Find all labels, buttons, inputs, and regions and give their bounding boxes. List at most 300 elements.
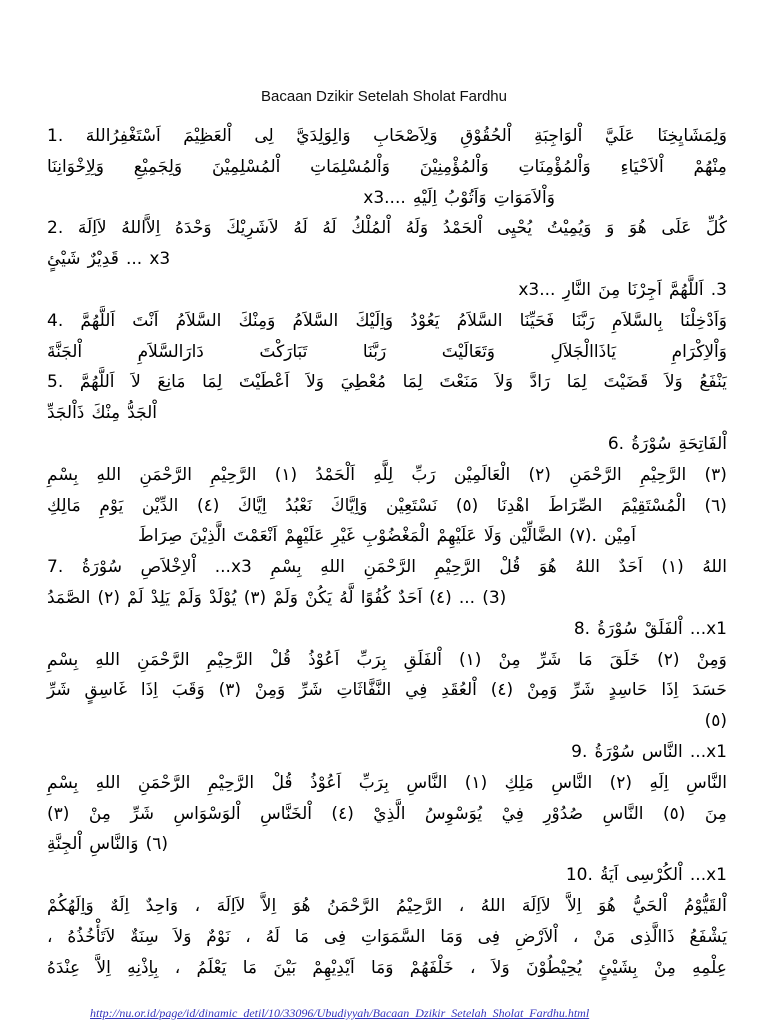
word-token: 7. [47, 557, 64, 578]
word-token: الَّذِيْ [373, 803, 406, 824]
word-token: يُحْيِى [497, 218, 533, 239]
word-token: .3 [710, 279, 727, 300]
word-token: (٢) [528, 464, 551, 485]
word-token: نَعْبُدُ [285, 495, 313, 516]
word-token: سُوْرَةُ [631, 433, 672, 454]
dhikr-line [47, 799, 727, 830]
word-token: اِلاَّ [261, 895, 277, 916]
word-token: x3 [149, 249, 171, 270]
word-token: اْلحُقُوْقِ [460, 126, 512, 146]
dhikr-line [47, 614, 727, 645]
word-token: غَيْرِ [331, 526, 355, 547]
word-token: 1. [47, 126, 64, 146]
word-token: اْلحَمْدُ [442, 218, 483, 239]
word-token: وَلِجَمِيْعِ [133, 156, 183, 177]
word-token: فَحَيِّنَا [519, 310, 555, 331]
word-token: اْلحَيُّ [632, 895, 668, 916]
word-token: وَاْلاِكْرَامِ [671, 341, 727, 362]
word-token: الرَّحِيْمِ [210, 464, 257, 485]
word-token: لاَاِلَهَ [521, 895, 551, 916]
word-token: بِسْمِ [47, 464, 79, 485]
word-token: (١) [464, 772, 488, 793]
dhikr-line [47, 706, 727, 737]
word-token: هُوَ [598, 895, 616, 916]
word-token: السَّلاَمُ [456, 310, 503, 331]
source-url-link[interactable]: http://nu.or.id/page/id/dinamic_detil/10/33096/Ubudiyyah/Bacaan_Dzikir_Setelah_Sholat_Fardhu.html [90, 1006, 590, 1020]
word-token: وَلاَ [495, 372, 514, 393]
dhikr-line [47, 953, 727, 984]
word-token: مُعْطِيَ [340, 372, 387, 393]
word-token: 4. [47, 310, 64, 331]
word-token: لاَشَرِيْكَ [226, 218, 279, 239]
word-token: وَلَمْ [273, 587, 298, 608]
word-token: مَنْ [593, 926, 616, 947]
word-token: وَلِمَشَايِخِنَا [657, 126, 727, 146]
dhikr-line [47, 275, 727, 306]
word-token: يَشْفَعُ [689, 926, 727, 947]
word-token: وَلاَ [664, 372, 683, 393]
word-token: عَلَيْهِمْ [284, 526, 325, 547]
word-token: اْلوَسْوَاسِ [173, 803, 241, 824]
word-token: خَلَقَ [609, 649, 641, 670]
word-token: وَاْلاَمَوَاتِ [493, 187, 555, 208]
word-token: اَيْدِيْهِمْ [312, 957, 355, 978]
word-token: الرَّحْمَنِ [137, 649, 190, 670]
word-token: قَضَيْتَ [603, 372, 649, 393]
word-token: وَمِنْكَ [238, 310, 276, 331]
word-token: اَجِرْنَا [627, 279, 662, 300]
word-token: ... [125, 249, 143, 270]
word-token: رَبَّنَا [362, 341, 387, 362]
word-token: اَنْتَ [132, 310, 159, 331]
dhikr-line [47, 121, 727, 152]
word-token: هُوَ [539, 557, 557, 578]
word-token: ذَاالَّذِى [630, 926, 675, 947]
word-token: (٢) [97, 587, 120, 608]
word-token: لَمْ [127, 587, 144, 608]
word-token: مِنَ [598, 279, 621, 300]
word-token: اَحَدٌ [618, 557, 643, 578]
word-token: اَيَةُ [599, 865, 619, 886]
word-token: اْلجَنَّةَ [47, 341, 83, 362]
dhikr-line [47, 737, 727, 768]
word-token: وَالِوَلِدَيَّ [296, 126, 351, 146]
word-token: وَلاَ [173, 926, 192, 947]
word-token: بَيْنَ [273, 957, 297, 978]
word-token: الرَّحِيْمِ [206, 649, 253, 670]
word-token: ، [245, 926, 251, 947]
word-token: خَلْفَهُمْ [409, 957, 454, 978]
dhikr-line [47, 829, 727, 860]
word-token: (٢) [609, 772, 633, 793]
word-token: اَعْطَيْتَ [238, 372, 290, 393]
word-token: الرَّحْمَنُ [326, 895, 380, 916]
word-token: عَلَى [661, 218, 692, 239]
word-token: صِرَاطَ [138, 526, 183, 547]
word-token: 8. [573, 618, 591, 639]
word-token: هُوَ [292, 895, 311, 916]
word-token: بِشَيْئٍ [598, 957, 638, 978]
dhikr-line [47, 891, 727, 922]
word-token: اللهِ [95, 772, 121, 793]
word-token: الْمَغْضُوْبِ [362, 526, 430, 547]
word-token: السَّلاَمُ [175, 310, 222, 331]
word-token: لَّهُ [339, 587, 354, 608]
word-token: اَعُوْذُ [310, 772, 342, 793]
word-token: مِنْ [498, 649, 521, 670]
word-token: ، [47, 926, 53, 947]
word-token: حَاسِدٍ [608, 680, 648, 701]
word-token: اللهُ [575, 557, 600, 578]
dhikr-text-block [47, 121, 727, 983]
word-token: اَللَّهُمَّ [668, 279, 704, 300]
word-token: مِنَ [704, 803, 727, 824]
word-token: لِمَا [566, 372, 587, 393]
word-token: (١) [459, 649, 482, 670]
word-token: وَ [606, 218, 615, 239]
word-token: سُوْرَةُ [594, 741, 635, 762]
word-token: الرَّحْمَنِ [137, 772, 191, 793]
word-token: مِنْهُمْ [693, 156, 727, 177]
word-token: اَعُوْذُ [308, 649, 340, 670]
word-token: ...x1 [689, 741, 727, 762]
word-token: وَمِنْ [527, 680, 558, 701]
word-token: غَاسِقٍ [84, 680, 127, 701]
word-token: شَرِّ [130, 803, 154, 824]
word-token: 5. [47, 372, 64, 393]
word-token: اْلجِنَّةِ [47, 834, 83, 855]
word-token: قُلْ [499, 557, 521, 578]
word-token: بِرَبِّ [356, 649, 387, 670]
word-token: وَاَتُوْبُ [444, 187, 487, 208]
word-token: اِلاَّاللهُ [121, 218, 161, 239]
word-token: اْلجَدُّ [127, 403, 158, 424]
word-token: اْلعَظِيْمَ [183, 126, 232, 146]
word-token: يَكُنْ [305, 587, 333, 608]
word-token: مَالِكِ [47, 495, 81, 516]
word-token: يُوْلَدْ [208, 587, 237, 608]
word-token: اَسْتَغْفِرُاللهَ [85, 126, 161, 146]
word-token: وَمِنْ [696, 649, 727, 670]
word-token: وَتَعَالَيْتَ [441, 341, 496, 362]
word-token: (٢) [657, 649, 680, 670]
word-token: اْلفَلَقْ [644, 618, 683, 639]
word-token: وَاِيَّاكَ [330, 495, 368, 516]
word-token: اِلاَّ [567, 895, 582, 916]
dhikr-line [47, 306, 727, 337]
word-token: يَعْلَمُ [196, 957, 227, 978]
word-token: ، [572, 926, 579, 947]
word-token: بِاِذْنِهِ [127, 957, 159, 978]
word-token: بِسْمِ [47, 649, 79, 670]
word-token: وَلاَ [306, 372, 324, 393]
word-token: الصَّمَدُ [47, 587, 91, 608]
word-token: اْلفَلَقِ [403, 649, 442, 670]
word-token: ، [469, 957, 476, 978]
word-token: وَاْلمُسْلِمَاتِ [310, 156, 390, 177]
word-token: مَلِكِ [504, 772, 534, 793]
word-token: وَلَهُ [405, 218, 429, 239]
word-token: الرَّحْمَنِ [139, 464, 192, 485]
word-token: اْلكُرْسِى [625, 865, 683, 886]
word-token: مِنْكَ [91, 403, 121, 424]
word-token: وَحْدَهُ [175, 218, 212, 239]
word-token: اِلَهٌ [110, 895, 130, 916]
word-token: (٤) [331, 803, 354, 824]
word-token: ، [194, 895, 201, 916]
word-token: اْلمُسْلِمِيْنَ [211, 156, 281, 177]
word-token: يُحِيْطُوْنَ [525, 957, 583, 978]
word-token: مَا [294, 926, 310, 947]
word-token: اْلاَحْيَاءِ [620, 156, 664, 177]
word-token: رَادَّ [529, 372, 551, 393]
word-token: (3) [482, 587, 507, 608]
word-token: قَدِيْرٌ [87, 249, 119, 270]
word-token: النَّاسِ [686, 772, 727, 793]
word-token: هُوَ [628, 218, 647, 239]
word-token: مِنْ [653, 957, 676, 978]
word-token: (٥) [704, 711, 727, 732]
word-token: السَّمَوَاتِ [361, 926, 426, 947]
word-token: شَرِّ [537, 649, 562, 670]
word-token: 9. [571, 741, 588, 762]
word-token: 10. [565, 865, 593, 886]
word-token: 6. [607, 433, 625, 454]
word-token: (١) [274, 464, 298, 485]
word-token: سِنَةٌ [130, 926, 159, 947]
dhikr-line [47, 521, 727, 552]
word-token: رَبَّنَا [571, 310, 595, 331]
word-token: x3... [518, 279, 556, 300]
word-token: 2. [47, 218, 64, 239]
word-token: عَلَيْهِمْ [436, 526, 477, 547]
word-token: الْمُسْتَقِيْمَ [620, 495, 686, 516]
dhikr-line [47, 398, 727, 429]
word-token: سُوْرَةُ [597, 618, 638, 639]
word-token: قُلْ [270, 649, 292, 670]
dhikr-line [47, 860, 727, 891]
word-token: (٦) [145, 834, 168, 855]
word-token: بِسْمِ [270, 557, 302, 578]
word-token: (٣) [704, 464, 727, 485]
word-token: اْلعُقَدِ [441, 680, 477, 701]
word-token: اِذَا [661, 680, 679, 701]
word-token: الرَّحِيْمِ [640, 464, 687, 485]
word-token: ...x1 [689, 618, 727, 639]
word-token: اْلاِخْلاَصِ [140, 557, 197, 578]
word-token: اللهِ [320, 557, 345, 578]
dhikr-line [47, 367, 727, 398]
word-token: الَّذِيْنَ [189, 526, 226, 547]
word-token: وَاحِدٌ [145, 895, 179, 916]
word-token: (٧). [569, 526, 597, 547]
word-token: اَمِيْن [604, 526, 636, 547]
word-token: لَهُ [265, 926, 280, 947]
word-token: لِلَّهِ [373, 464, 394, 485]
word-token: السَّلاَمُ [292, 310, 339, 331]
word-token: وَاَدْخِلْنَا [679, 310, 727, 331]
page-title: Bacaan Dzikir Setelah Sholat Fardhu [261, 88, 507, 105]
dhikr-line [47, 491, 727, 522]
word-token: يَوْمِ [99, 495, 124, 516]
word-token: اَنْعَمْتَ [233, 526, 278, 547]
word-token: وَاِلَيْكَ [355, 310, 394, 331]
word-token: اِلَيْهِ [412, 187, 438, 208]
word-token: (٣) [243, 587, 267, 608]
word-token: اَحَدٌ [398, 587, 423, 608]
word-token: يَنْفَعُ [699, 372, 727, 393]
word-token: اللهُ [480, 895, 506, 916]
word-token: النَّاس [641, 741, 683, 762]
word-token: ، [458, 895, 465, 916]
word-token: بِسْمِ [47, 772, 79, 793]
word-token: نَسْتَعِيْن [386, 495, 438, 516]
word-token: نَوْمٌ [206, 926, 231, 947]
word-token: لاَاِلَهَ [216, 895, 246, 916]
word-token: مَانِعَ [157, 372, 186, 393]
word-token: الرَّحْمَنِ [569, 464, 622, 485]
dhikr-line [47, 213, 727, 244]
word-token: حَسَدَ [692, 680, 727, 701]
word-token: الدِّيْن [141, 495, 179, 516]
word-token: كُفُوًا [360, 587, 391, 608]
dhikr-line [47, 675, 727, 706]
word-token: اْلاَرْضِ [514, 926, 558, 947]
word-token: صُدُوْرِ [543, 803, 584, 824]
word-token: وَقَبَ [171, 680, 205, 701]
word-token: اِيَّاكَ [237, 495, 267, 516]
dhikr-line [47, 552, 727, 583]
word-token: x3.... [363, 187, 406, 208]
word-token: دَارَالسَّلاَمِ [137, 341, 204, 362]
word-token: وَاْلمُؤْمِنَاتِ [518, 156, 591, 177]
dhikr-line [47, 645, 727, 676]
word-token: النَّاسِ [406, 772, 448, 793]
word-token: ذَاْلجَدِّ [47, 403, 85, 424]
word-token: الرَّحْمَنِ [363, 557, 417, 578]
word-token: وَلِاَصْحَابِ [373, 126, 438, 146]
dhikr-line [47, 922, 727, 953]
word-token: وَلَا [483, 526, 502, 547]
word-token: (٦) [704, 495, 727, 516]
word-token: الصِّرَاطَ [547, 495, 603, 516]
word-token: النَّاسِ [551, 772, 593, 793]
word-token: اللهِ [95, 649, 120, 670]
word-token: الْعَالَمِيْن [453, 464, 511, 485]
word-token: الرَّحِيْمِ [434, 557, 481, 578]
dhikr-line [47, 244, 727, 275]
word-token: شَرِّ [299, 680, 323, 701]
word-token: (٥) [455, 495, 479, 516]
word-token: لاَاِلَهَ [77, 218, 107, 239]
word-token: اَللَّهُمَّ [79, 372, 115, 393]
word-token: وَلاَ [491, 957, 510, 978]
word-token: كُلِّ [706, 218, 727, 239]
word-token: وَالنَّاسِ [89, 834, 139, 855]
word-token: ... [458, 587, 476, 608]
word-token: النَّاسِ [602, 803, 644, 824]
word-token: فِيْ [501, 803, 524, 824]
word-token: مِنْ [88, 803, 111, 824]
word-token: وَلَمْ [177, 587, 202, 608]
word-token: مَا [242, 957, 258, 978]
word-token: اِلَهِ [649, 772, 669, 793]
word-token: (٤) [490, 680, 514, 701]
word-token: النَّفَّاثَاتِ [336, 680, 392, 701]
word-token: مَنَعْتَ [439, 372, 479, 393]
word-token: (٣) [218, 680, 242, 701]
word-token: وَلِاِخْوَانِنَا [47, 156, 104, 177]
word-token: لِى [254, 126, 274, 146]
word-token: فِي [405, 680, 428, 701]
word-token: اِلاَّ [96, 957, 111, 978]
word-token: اْلقَيُّوْمُ [683, 895, 727, 916]
word-token: الرَّحِيْمِ [207, 772, 255, 793]
word-token: يَاذَاالْجَلاَلِ [550, 341, 617, 362]
word-token: (٥) [662, 803, 686, 824]
word-token: النَّارِ [562, 279, 591, 300]
word-token: فِى [477, 926, 500, 947]
word-token: فِى [323, 926, 347, 947]
word-token: لاَ [131, 372, 141, 393]
word-token: شَرِّ [47, 680, 71, 701]
word-token: لَهُ [322, 218, 337, 239]
word-token: بِالسَّلاَمِ [611, 310, 663, 331]
word-token: يَلِدْ [150, 587, 170, 608]
word-token: اِذَا [140, 680, 158, 701]
dhikr-line [47, 337, 727, 368]
word-token: ، [174, 957, 181, 978]
word-token: سُوْرَةُ [81, 557, 122, 578]
word-token: عِلْمِهِ [692, 957, 727, 978]
word-token: بِرَبِّ [358, 772, 389, 793]
word-token: لَهُ [293, 218, 308, 239]
footer [90, 1002, 750, 1021]
word-token: يُوَسْوِسُ [424, 803, 483, 824]
word-token: مَا [578, 649, 593, 670]
word-token: وَيُمِيْتُ [546, 218, 592, 239]
word-token: اَللَّهُمَّ [80, 310, 116, 331]
dhikr-line [47, 152, 727, 183]
word-token: اللهِ [96, 464, 122, 485]
word-token: (٤) [429, 587, 452, 608]
word-token: لِمَا [202, 372, 223, 393]
word-token: اْلفَاتِحَةِ [678, 433, 727, 454]
dhikr-line [47, 460, 727, 491]
word-token: الرَّحِيْمُ [396, 895, 443, 916]
word-token: (١) [661, 557, 684, 578]
word-token: اهْدِنَا [496, 495, 530, 516]
word-token: شَيْئٍ [47, 249, 81, 270]
word-token: عَلَيَّ [604, 126, 635, 146]
word-token: رَبِّ [411, 464, 436, 485]
word-token: اَلْحَمْدُ [315, 464, 355, 485]
word-token: شَرِّ [571, 680, 595, 701]
word-token: (٤) [196, 495, 220, 516]
word-token: الضَّالِّيْن [508, 526, 562, 547]
word-token: وَاْلمُؤْمِنِيْنَ [419, 156, 489, 177]
word-token: وَمَا [440, 926, 463, 947]
word-token: لِمَا [402, 372, 423, 393]
word-token: وَمَا [370, 957, 394, 978]
word-token: قُلْ [271, 772, 293, 793]
dhikr-line [47, 768, 727, 799]
word-token: اْلوَاجِبَةِ [534, 126, 583, 146]
word-token: اْلخَنَّاسِ [260, 803, 312, 824]
word-token: اْلمُلْكُ [351, 218, 391, 239]
dhikr-line [47, 583, 727, 614]
word-token: تَبَارَكْتَ [259, 341, 308, 362]
